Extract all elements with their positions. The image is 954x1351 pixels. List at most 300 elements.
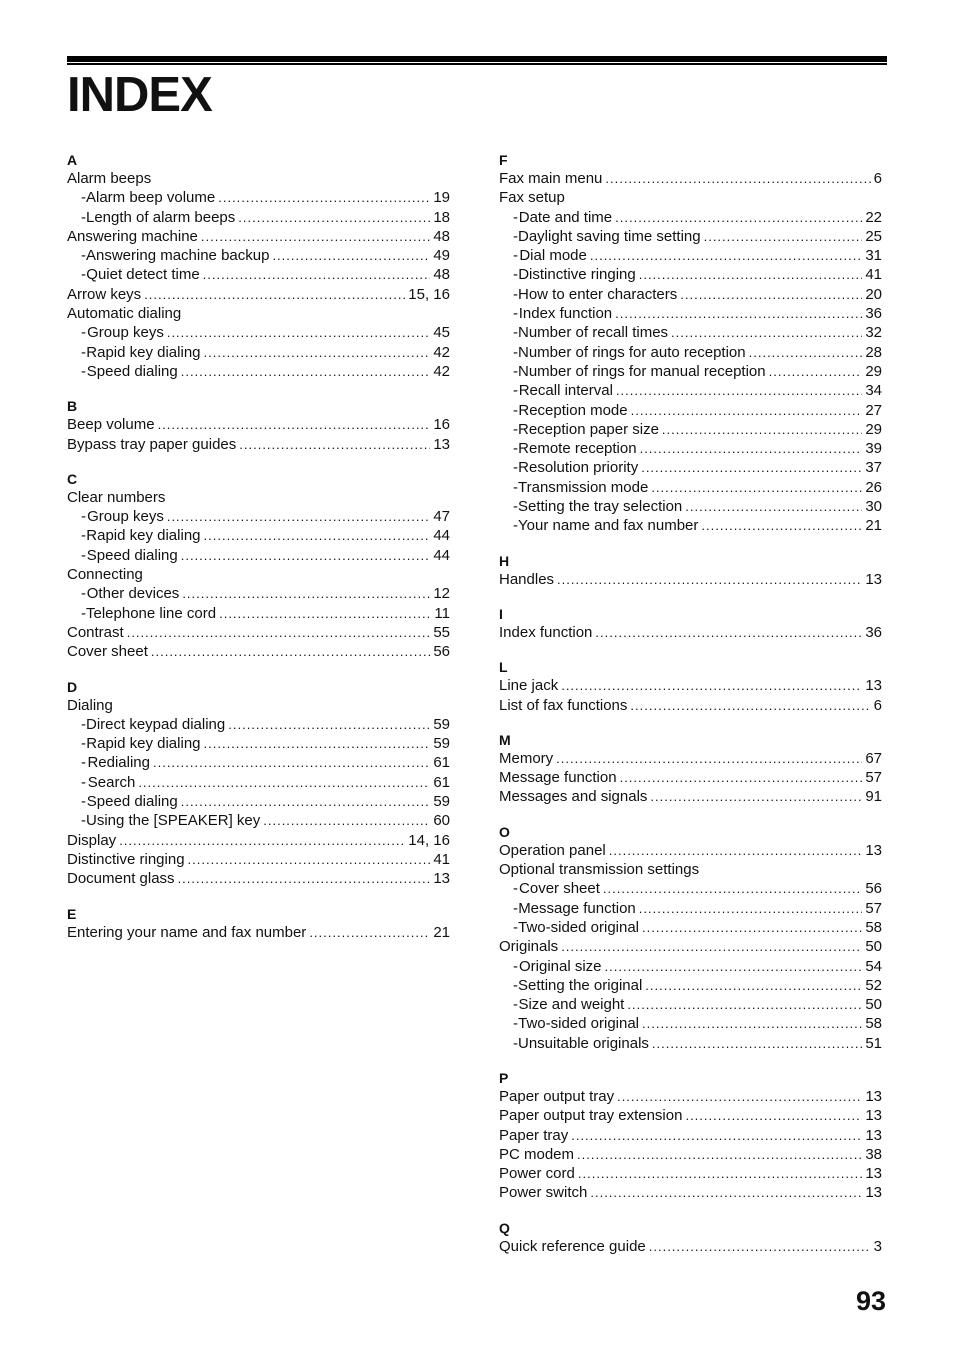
entry-term: Rapid key dialing xyxy=(86,343,201,361)
entry-term: Number of rings for manual reception xyxy=(518,362,766,380)
entry-term: Arrow keys xyxy=(67,285,142,303)
dot-leader xyxy=(645,976,862,995)
dot-leader xyxy=(138,773,430,792)
index-section xyxy=(499,151,882,536)
section-letter: Q xyxy=(499,1219,510,1236)
index-entry xyxy=(499,937,882,956)
entry-term: Two-sided original xyxy=(518,1015,640,1033)
subentry-dash: - xyxy=(513,478,518,496)
entry-term: Operation panel xyxy=(499,841,606,859)
index-subentry xyxy=(67,546,450,565)
entry-term: Quiet detect time xyxy=(86,266,200,284)
index-subentry xyxy=(499,516,882,535)
dot-leader xyxy=(151,642,430,661)
entry-page-ref: 47 xyxy=(433,508,450,526)
entry-term: Answering machine backup xyxy=(86,247,270,265)
entry-term: Originals xyxy=(499,938,559,956)
subentry-dash: - xyxy=(513,957,518,975)
entry-page-ref: 29 xyxy=(865,362,882,380)
entry-page-ref: 58 xyxy=(865,1015,882,1033)
subentry-dash: - xyxy=(513,343,518,361)
entry-page-ref: 25 xyxy=(865,227,882,245)
entry-term: Alarm beeps xyxy=(67,170,152,187)
entry-page-ref: 11 xyxy=(434,604,450,622)
subentry-dash: - xyxy=(81,508,86,526)
subentry-dash: - xyxy=(513,880,518,898)
index-entry xyxy=(67,169,450,188)
subentry-dash: - xyxy=(513,382,518,400)
dot-leader xyxy=(704,227,863,246)
index-subentry xyxy=(499,957,882,976)
header-rule-thick xyxy=(67,56,887,62)
section-letter: O xyxy=(499,823,510,840)
dot-leader xyxy=(182,584,430,603)
entry-term: Paper output tray xyxy=(499,1087,615,1105)
entry-page-ref: 59 xyxy=(433,735,450,753)
index-entry xyxy=(499,1126,882,1145)
entry-page-ref: 37 xyxy=(865,459,882,477)
entry-page-ref: 51 xyxy=(865,1034,882,1052)
section-letter: C xyxy=(67,470,78,487)
page-title: INDEX xyxy=(67,68,212,122)
entry-term: Speed dialing xyxy=(86,362,178,380)
entry-term: Redialing xyxy=(87,754,150,772)
dot-leader xyxy=(181,546,431,565)
subentry-dash: - xyxy=(513,305,518,323)
index-subentry xyxy=(499,478,882,497)
subentry-dash: - xyxy=(513,996,518,1014)
entry-page-ref: 6 xyxy=(873,696,882,714)
index-section xyxy=(499,1219,882,1256)
entry-term: Answering machine xyxy=(67,227,198,245)
index-entry xyxy=(67,850,450,869)
index-subentry xyxy=(499,401,882,420)
index-section xyxy=(499,605,882,642)
index-entry xyxy=(499,749,882,768)
entry-page-ref: 50 xyxy=(865,996,882,1014)
entry-term: Entering your name and fax number xyxy=(67,923,307,941)
entry-term: Index function xyxy=(499,623,593,641)
index-column-left xyxy=(67,150,450,958)
entry-page-ref: 48 xyxy=(433,227,450,245)
entry-term: Beep volume xyxy=(67,416,155,434)
index-subentry xyxy=(499,899,882,918)
index-entry xyxy=(67,869,450,888)
index-subentry xyxy=(67,265,450,284)
dot-leader xyxy=(272,246,430,265)
dot-leader xyxy=(127,623,431,642)
entry-term: Setting the tray selection xyxy=(518,498,683,516)
index-subentry xyxy=(67,604,450,623)
entry-page-ref: 36 xyxy=(865,305,882,323)
index-entry xyxy=(67,435,450,454)
entry-term: Group keys xyxy=(87,508,164,526)
dot-leader xyxy=(680,285,862,304)
entry-page-ref: 13 xyxy=(865,841,882,859)
dot-leader xyxy=(309,923,430,942)
entry-term: Size and weight xyxy=(518,996,625,1014)
entry-term: Other devices xyxy=(86,585,180,603)
index-entry xyxy=(67,565,450,584)
entry-page-ref: 13 xyxy=(865,1126,882,1144)
subentry-dash: - xyxy=(81,247,86,265)
index-entry xyxy=(499,623,882,642)
dot-leader xyxy=(631,401,863,420)
entry-term: Transmission mode xyxy=(518,478,649,496)
entry-term: Two-sided original xyxy=(518,918,640,936)
subentry-dash: - xyxy=(513,362,518,380)
entry-page-ref: 61 xyxy=(433,773,450,791)
entry-term: List of fax functions xyxy=(499,696,628,714)
dot-leader xyxy=(578,1164,862,1183)
index-section xyxy=(67,397,450,454)
entry-page-ref: 42 xyxy=(433,362,450,380)
entry-page-ref: 12 xyxy=(433,585,450,603)
entry-page-ref: 21 xyxy=(865,517,882,535)
dot-leader xyxy=(609,841,863,860)
dot-leader xyxy=(178,869,431,888)
entry-page-ref: 58 xyxy=(865,918,882,936)
dot-leader xyxy=(556,749,862,768)
entry-term: Speed dialing xyxy=(86,793,178,811)
subentry-dash: - xyxy=(513,517,518,535)
entry-page-ref: 16 xyxy=(433,416,450,434)
entry-page-ref: 48 xyxy=(433,266,450,284)
entry-page-ref: 60 xyxy=(433,812,450,830)
section-letter: A xyxy=(67,152,78,168)
entry-page-ref: 34 xyxy=(865,382,882,400)
entry-page-ref: 26 xyxy=(865,478,882,496)
subentry-dash: - xyxy=(513,247,518,265)
entry-page-ref: 13 xyxy=(865,1184,882,1202)
entry-term: Number of recall times xyxy=(518,324,669,342)
index-section xyxy=(67,470,450,662)
entry-page-ref: 57 xyxy=(865,899,882,917)
dot-leader xyxy=(201,227,430,246)
dot-leader xyxy=(263,811,430,830)
entry-page-ref: 36 xyxy=(865,623,882,641)
subentry-dash: - xyxy=(81,362,86,380)
dot-leader xyxy=(652,1034,862,1053)
index-entry xyxy=(67,923,450,942)
entry-term: Memory xyxy=(499,749,554,767)
index-subentry xyxy=(67,773,450,792)
index-subentry xyxy=(499,995,882,1014)
entry-page-ref: 56 xyxy=(865,880,882,898)
entry-term: Reception mode xyxy=(518,401,628,419)
dot-leader xyxy=(119,831,405,850)
index-subentry xyxy=(499,323,882,342)
dot-leader xyxy=(671,323,862,342)
dot-leader xyxy=(605,957,863,976)
index-entry xyxy=(499,768,882,787)
index-entry xyxy=(67,415,450,434)
subentry-dash: - xyxy=(81,715,86,733)
index-entry xyxy=(499,169,882,188)
entry-page-ref: 41 xyxy=(433,850,450,868)
index-subentry xyxy=(67,362,450,381)
entry-page-ref: 39 xyxy=(865,440,882,458)
dot-leader xyxy=(595,623,862,642)
dot-leader xyxy=(616,381,862,400)
entry-term: Search xyxy=(87,773,136,791)
index-subentry xyxy=(67,734,450,753)
entry-page-ref: 52 xyxy=(865,976,882,994)
entry-term: Power cord xyxy=(499,1165,575,1183)
entry-page-ref: 15, 16 xyxy=(408,285,450,303)
entry-term: Reception paper size xyxy=(518,420,659,438)
entry-term: Power switch xyxy=(499,1184,588,1202)
entry-term: Rapid key dialing xyxy=(86,735,201,753)
index-entry xyxy=(67,642,450,661)
subentry-dash: - xyxy=(81,754,86,772)
dot-leader xyxy=(701,516,862,535)
entry-page-ref: 45 xyxy=(433,324,450,342)
entry-term: Messages and signals xyxy=(499,788,648,806)
index-entry xyxy=(499,1087,882,1106)
entry-term: Paper output tray extension xyxy=(499,1107,683,1125)
index-subentry xyxy=(499,458,882,477)
subentry-dash: - xyxy=(81,735,86,753)
index-entry xyxy=(499,1183,882,1202)
entry-page-ref: 21 xyxy=(433,923,450,941)
index-subentry xyxy=(499,879,882,898)
dot-leader xyxy=(181,362,431,381)
entry-page-ref: 55 xyxy=(433,623,450,641)
subentry-dash: - xyxy=(513,324,518,342)
entry-page-ref: 18 xyxy=(433,208,450,226)
entry-page-ref: 13 xyxy=(433,870,450,888)
entry-page-ref: 67 xyxy=(865,749,882,767)
dot-leader xyxy=(620,768,863,787)
index-entry xyxy=(67,623,450,642)
section-letter: H xyxy=(499,552,510,569)
dot-leader xyxy=(239,435,430,454)
entry-page-ref: 22 xyxy=(865,208,882,226)
dot-leader xyxy=(204,526,431,545)
entry-page-ref: 41 xyxy=(865,266,882,284)
entry-term: Line jack xyxy=(499,677,559,695)
index-subentry xyxy=(499,1034,882,1053)
index-section xyxy=(67,905,450,942)
dot-leader xyxy=(204,734,431,753)
index-entry xyxy=(499,570,882,589)
subentry-dash: - xyxy=(81,208,86,226)
section-letter: M xyxy=(499,731,511,748)
index-subentry xyxy=(67,343,450,362)
subentry-dash: - xyxy=(81,189,86,207)
subentry-dash: - xyxy=(513,420,518,438)
entry-term: Original size xyxy=(518,957,602,975)
entry-term: Alarm beep volume xyxy=(86,189,216,207)
entry-term: Cover sheet xyxy=(519,880,600,898)
entry-page-ref: 42 xyxy=(433,343,450,361)
subentry-dash: - xyxy=(81,343,86,361)
entry-term: Fax main menu xyxy=(499,170,603,187)
index-entry xyxy=(499,860,882,879)
index-entry xyxy=(67,488,450,507)
dot-leader xyxy=(204,343,431,362)
index-subentry xyxy=(499,285,882,304)
index-subentry xyxy=(499,976,882,995)
entry-page-ref: 13 xyxy=(865,1107,882,1125)
index-entry xyxy=(499,696,882,715)
entry-page-ref: 29 xyxy=(865,420,882,438)
entry-page-ref: 54 xyxy=(865,957,882,975)
index-subentry xyxy=(67,715,450,734)
index-section xyxy=(499,823,882,1053)
index-subentry xyxy=(67,584,450,603)
entry-page-ref: 20 xyxy=(865,285,882,303)
entry-term: Handles xyxy=(499,570,555,588)
subentry-dash: - xyxy=(513,440,518,458)
index-entry xyxy=(67,696,450,715)
dot-leader xyxy=(158,415,431,434)
dot-leader xyxy=(590,246,862,265)
dot-leader xyxy=(590,1183,862,1202)
dot-leader xyxy=(615,304,862,323)
entry-page-ref: 59 xyxy=(433,793,450,811)
index-section xyxy=(499,552,882,589)
entry-term: Bypass tray paper guides xyxy=(67,435,237,453)
dot-leader xyxy=(218,188,430,207)
dot-leader xyxy=(640,439,863,458)
entry-term: Distinctive ringing xyxy=(518,266,636,284)
entry-page-ref: 30 xyxy=(865,498,882,516)
dot-leader xyxy=(642,1014,862,1033)
index-section xyxy=(499,1069,882,1203)
entry-term: PC modem xyxy=(499,1145,575,1163)
subentry-dash: - xyxy=(81,324,86,342)
dot-leader xyxy=(605,169,870,188)
dot-leader xyxy=(153,753,430,772)
index-entry xyxy=(67,304,450,323)
index-subentry xyxy=(67,792,450,811)
dot-leader xyxy=(769,362,863,381)
index-section xyxy=(67,678,450,889)
entry-page-ref: 38 xyxy=(865,1145,882,1163)
entry-page-ref: 31 xyxy=(865,247,882,265)
entry-page-ref: 13 xyxy=(865,1165,882,1183)
dot-leader xyxy=(238,208,430,227)
index-entry xyxy=(499,1237,882,1256)
index-subentry xyxy=(499,918,882,937)
entry-term: Cover sheet xyxy=(67,643,148,661)
entry-term: Length of alarm beeps xyxy=(86,208,236,226)
entry-term: Document glass xyxy=(67,870,175,888)
index-subentry xyxy=(67,208,450,227)
subentry-dash: - xyxy=(513,401,518,419)
entry-term: Contrast xyxy=(67,623,124,641)
subentry-dash: - xyxy=(513,285,518,303)
section-letter: B xyxy=(67,398,78,415)
index-section xyxy=(499,731,882,807)
subentry-dash: - xyxy=(513,227,518,245)
header-rule-thin xyxy=(67,63,887,65)
entry-term: Paper tray xyxy=(499,1126,569,1144)
entry-term: Connecting xyxy=(67,566,143,584)
index-entry xyxy=(499,1164,882,1183)
entry-term: Your name and fax number xyxy=(518,517,699,535)
index-subentry xyxy=(67,753,450,772)
entry-term: Optional transmission settings xyxy=(499,861,700,879)
section-letter: D xyxy=(67,678,78,695)
index-subentry xyxy=(67,246,450,265)
subentry-dash: - xyxy=(513,459,518,477)
subentry-dash: - xyxy=(81,546,86,564)
subentry-dash: - xyxy=(513,266,518,284)
dot-leader xyxy=(627,995,862,1014)
index-entry xyxy=(67,227,450,246)
subentry-dash: - xyxy=(513,498,518,516)
entry-page-ref: 32 xyxy=(865,324,882,342)
dot-leader xyxy=(181,792,431,811)
dot-leader xyxy=(603,879,862,898)
entry-page-ref: 13 xyxy=(865,1087,882,1105)
index-subentry xyxy=(499,420,882,439)
dot-leader xyxy=(167,507,430,526)
index-subentry xyxy=(499,246,882,265)
subentry-dash: - xyxy=(81,773,86,791)
entry-term: Daylight saving time setting xyxy=(518,227,701,245)
dot-leader xyxy=(561,676,862,695)
index-entry xyxy=(67,831,450,850)
entry-term: Message function xyxy=(499,769,617,787)
dot-leader xyxy=(650,787,862,806)
entry-term: Direct keypad dialing xyxy=(86,715,226,733)
dot-leader xyxy=(649,1237,871,1256)
index-entry xyxy=(499,676,882,695)
index-subentry xyxy=(499,1014,882,1033)
index-subentry xyxy=(499,362,882,381)
dot-leader xyxy=(639,265,863,284)
index-subentry xyxy=(67,188,450,207)
section-letter: F xyxy=(499,152,508,168)
subentry-dash: - xyxy=(81,527,86,545)
dot-leader xyxy=(144,285,405,304)
dot-leader xyxy=(571,1126,862,1145)
subentry-dash: - xyxy=(513,918,518,936)
entry-term: How to enter characters xyxy=(518,285,678,303)
index-subentry xyxy=(499,265,882,284)
entry-term: Telephone line cord xyxy=(86,604,217,622)
index-subentry xyxy=(67,526,450,545)
section-letter: I xyxy=(499,605,503,622)
section-letter: L xyxy=(499,659,508,676)
subentry-dash: - xyxy=(513,1015,518,1033)
entry-term: Recall interval xyxy=(518,382,613,400)
entry-page-ref: 13 xyxy=(865,570,882,588)
dot-leader xyxy=(561,937,862,956)
index-entry xyxy=(499,1106,882,1125)
entry-term: Date and time xyxy=(518,208,613,226)
section-letter: E xyxy=(67,905,77,922)
entry-page-ref: 91 xyxy=(865,788,882,806)
subentry-dash: - xyxy=(81,793,86,811)
dot-leader xyxy=(662,420,862,439)
entry-term: Using the [SPEAKER] key xyxy=(86,812,261,830)
entry-term: Fax setup xyxy=(499,189,565,207)
entry-page-ref: 3 xyxy=(873,1237,882,1255)
subentry-dash: - xyxy=(81,812,86,830)
dot-leader xyxy=(641,458,862,477)
page-number: 93 xyxy=(855,1286,886,1316)
entry-term: Clear numbers xyxy=(67,488,166,506)
entry-term: Dialing xyxy=(67,696,113,714)
dot-leader xyxy=(557,570,862,589)
index-entry xyxy=(499,188,882,207)
dot-leader xyxy=(651,478,862,497)
